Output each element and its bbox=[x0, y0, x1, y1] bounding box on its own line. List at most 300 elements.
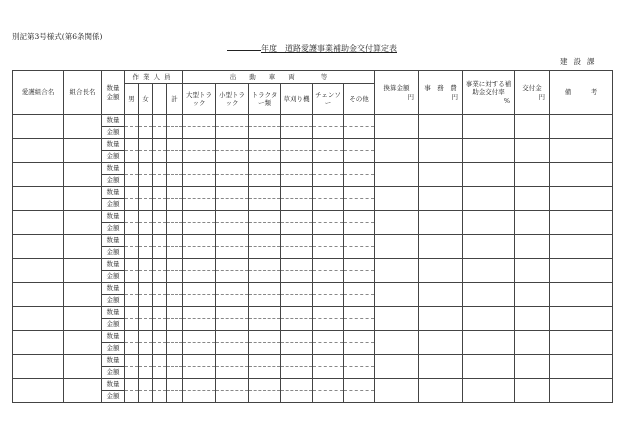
leader-name-cell[interactable] bbox=[64, 115, 102, 139]
amount-cell[interactable] bbox=[167, 367, 183, 379]
amount-cell[interactable] bbox=[281, 151, 313, 163]
quantity-cell[interactable] bbox=[139, 259, 153, 271]
amount-cell[interactable] bbox=[125, 127, 139, 139]
grant-amount-cell[interactable] bbox=[515, 187, 550, 211]
quantity-cell[interactable] bbox=[125, 211, 139, 223]
leader-name-cell[interactable] bbox=[64, 187, 102, 211]
quantity-cell[interactable] bbox=[313, 283, 344, 295]
amount-cell[interactable] bbox=[249, 247, 281, 259]
quantity-cell[interactable] bbox=[183, 115, 216, 127]
quantity-cell[interactable] bbox=[139, 283, 153, 295]
amount-cell[interactable] bbox=[216, 343, 249, 355]
amount-cell[interactable] bbox=[216, 151, 249, 163]
amount-cell[interactable] bbox=[139, 199, 153, 211]
project-cost-cell[interactable] bbox=[419, 331, 463, 355]
quantity-cell[interactable] bbox=[167, 283, 183, 295]
amount-cell[interactable] bbox=[281, 247, 313, 259]
quantity-cell[interactable] bbox=[249, 355, 281, 367]
quantity-cell[interactable] bbox=[216, 331, 249, 343]
amount-cell[interactable] bbox=[313, 343, 344, 355]
quantity-cell[interactable] bbox=[249, 139, 281, 151]
quantity-cell[interactable] bbox=[125, 283, 139, 295]
quantity-cell[interactable] bbox=[344, 259, 375, 271]
amount-cell[interactable] bbox=[249, 343, 281, 355]
amount-cell[interactable] bbox=[125, 271, 139, 283]
grant-amount-cell[interactable] bbox=[515, 211, 550, 235]
converted-amount-cell[interactable] bbox=[375, 283, 419, 307]
subsidy-rate-cell[interactable] bbox=[463, 379, 515, 403]
amount-cell[interactable] bbox=[153, 199, 167, 211]
amount-cell[interactable] bbox=[281, 295, 313, 307]
grant-amount-cell[interactable] bbox=[515, 115, 550, 139]
group-name-cell[interactable] bbox=[13, 259, 64, 283]
amount-cell[interactable] bbox=[216, 367, 249, 379]
quantity-cell[interactable] bbox=[139, 187, 153, 199]
amount-cell[interactable] bbox=[139, 271, 153, 283]
quantity-cell[interactable] bbox=[344, 187, 375, 199]
quantity-cell[interactable] bbox=[153, 355, 167, 367]
quantity-cell[interactable] bbox=[153, 235, 167, 247]
subsidy-rate-cell[interactable] bbox=[463, 283, 515, 307]
amount-cell[interactable] bbox=[344, 391, 375, 403]
project-cost-cell[interactable] bbox=[419, 139, 463, 163]
amount-cell[interactable] bbox=[183, 247, 216, 259]
amount-cell[interactable] bbox=[139, 367, 153, 379]
quantity-cell[interactable] bbox=[249, 163, 281, 175]
quantity-cell[interactable] bbox=[153, 379, 167, 391]
amount-cell[interactable] bbox=[216, 223, 249, 235]
quantity-cell[interactable] bbox=[125, 259, 139, 271]
grant-amount-cell[interactable] bbox=[515, 331, 550, 355]
quantity-cell[interactable] bbox=[216, 379, 249, 391]
project-cost-cell[interactable] bbox=[419, 307, 463, 331]
quantity-cell[interactable] bbox=[216, 283, 249, 295]
quantity-cell[interactable] bbox=[167, 163, 183, 175]
quantity-cell[interactable] bbox=[344, 355, 375, 367]
amount-cell[interactable] bbox=[313, 151, 344, 163]
group-name-cell[interactable] bbox=[13, 379, 64, 403]
amount-cell[interactable] bbox=[183, 391, 216, 403]
amount-cell[interactable] bbox=[125, 367, 139, 379]
amount-cell[interactable] bbox=[183, 271, 216, 283]
converted-amount-cell[interactable] bbox=[375, 235, 419, 259]
converted-amount-cell[interactable] bbox=[375, 163, 419, 187]
quantity-cell[interactable] bbox=[344, 115, 375, 127]
amount-cell[interactable] bbox=[139, 127, 153, 139]
quantity-cell[interactable] bbox=[344, 139, 375, 151]
quantity-cell[interactable] bbox=[183, 259, 216, 271]
amount-cell[interactable] bbox=[167, 199, 183, 211]
converted-amount-cell[interactable] bbox=[375, 331, 419, 355]
remarks-cell[interactable] bbox=[550, 139, 613, 163]
quantity-cell[interactable] bbox=[249, 331, 281, 343]
converted-amount-cell[interactable] bbox=[375, 259, 419, 283]
amount-cell[interactable] bbox=[249, 127, 281, 139]
quantity-cell[interactable] bbox=[167, 139, 183, 151]
subsidy-rate-cell[interactable] bbox=[463, 235, 515, 259]
quantity-cell[interactable] bbox=[125, 331, 139, 343]
remarks-cell[interactable] bbox=[550, 115, 613, 139]
quantity-cell[interactable] bbox=[281, 139, 313, 151]
leader-name-cell[interactable] bbox=[64, 139, 102, 163]
group-name-cell[interactable] bbox=[13, 163, 64, 187]
amount-cell[interactable] bbox=[249, 391, 281, 403]
quantity-cell[interactable] bbox=[249, 235, 281, 247]
amount-cell[interactable] bbox=[153, 295, 167, 307]
quantity-cell[interactable] bbox=[139, 331, 153, 343]
amount-cell[interactable] bbox=[139, 247, 153, 259]
quantity-cell[interactable] bbox=[183, 379, 216, 391]
quantity-cell[interactable] bbox=[183, 211, 216, 223]
quantity-cell[interactable] bbox=[216, 211, 249, 223]
leader-name-cell[interactable] bbox=[64, 163, 102, 187]
quantity-cell[interactable] bbox=[344, 211, 375, 223]
subsidy-rate-cell[interactable] bbox=[463, 163, 515, 187]
quantity-cell[interactable] bbox=[183, 331, 216, 343]
quantity-cell[interactable] bbox=[167, 307, 183, 319]
amount-cell[interactable] bbox=[344, 223, 375, 235]
amount-cell[interactable] bbox=[125, 175, 139, 187]
converted-amount-cell[interactable] bbox=[375, 307, 419, 331]
amount-cell[interactable] bbox=[344, 199, 375, 211]
quantity-cell[interactable] bbox=[313, 259, 344, 271]
grant-amount-cell[interactable] bbox=[515, 379, 550, 403]
quantity-cell[interactable] bbox=[183, 139, 216, 151]
amount-cell[interactable] bbox=[344, 367, 375, 379]
amount-cell[interactable] bbox=[125, 247, 139, 259]
remarks-cell[interactable] bbox=[550, 235, 613, 259]
quantity-cell[interactable] bbox=[167, 187, 183, 199]
amount-cell[interactable] bbox=[125, 223, 139, 235]
amount-cell[interactable] bbox=[125, 319, 139, 331]
amount-cell[interactable] bbox=[313, 391, 344, 403]
amount-cell[interactable] bbox=[153, 319, 167, 331]
quantity-cell[interactable] bbox=[249, 307, 281, 319]
quantity-cell[interactable] bbox=[344, 331, 375, 343]
amount-cell[interactable] bbox=[216, 391, 249, 403]
quantity-cell[interactable] bbox=[249, 259, 281, 271]
quantity-cell[interactable] bbox=[183, 307, 216, 319]
quantity-cell[interactable] bbox=[216, 163, 249, 175]
amount-cell[interactable] bbox=[167, 127, 183, 139]
amount-cell[interactable] bbox=[139, 343, 153, 355]
remarks-cell[interactable] bbox=[550, 211, 613, 235]
amount-cell[interactable] bbox=[167, 223, 183, 235]
group-name-cell[interactable] bbox=[13, 283, 64, 307]
leader-name-cell[interactable] bbox=[64, 211, 102, 235]
quantity-cell[interactable] bbox=[167, 211, 183, 223]
amount-cell[interactable] bbox=[281, 199, 313, 211]
project-cost-cell[interactable] bbox=[419, 283, 463, 307]
quantity-cell[interactable] bbox=[281, 307, 313, 319]
quantity-cell[interactable] bbox=[313, 379, 344, 391]
amount-cell[interactable] bbox=[139, 151, 153, 163]
amount-cell[interactable] bbox=[313, 247, 344, 259]
amount-cell[interactable] bbox=[216, 175, 249, 187]
quantity-cell[interactable] bbox=[281, 379, 313, 391]
amount-cell[interactable] bbox=[167, 295, 183, 307]
grant-amount-cell[interactable] bbox=[515, 307, 550, 331]
quantity-cell[interactable] bbox=[249, 187, 281, 199]
amount-cell[interactable] bbox=[313, 223, 344, 235]
leader-name-cell[interactable] bbox=[64, 355, 102, 379]
amount-cell[interactable] bbox=[249, 199, 281, 211]
quantity-cell[interactable] bbox=[139, 307, 153, 319]
amount-cell[interactable] bbox=[216, 319, 249, 331]
amount-cell[interactable] bbox=[183, 151, 216, 163]
amount-cell[interactable] bbox=[281, 367, 313, 379]
amount-cell[interactable] bbox=[281, 127, 313, 139]
group-name-cell[interactable] bbox=[13, 211, 64, 235]
quantity-cell[interactable] bbox=[153, 211, 167, 223]
quantity-cell[interactable] bbox=[281, 115, 313, 127]
amount-cell[interactable] bbox=[313, 295, 344, 307]
amount-cell[interactable] bbox=[281, 319, 313, 331]
amount-cell[interactable] bbox=[183, 367, 216, 379]
quantity-cell[interactable] bbox=[167, 115, 183, 127]
amount-cell[interactable] bbox=[281, 391, 313, 403]
quantity-cell[interactable] bbox=[281, 355, 313, 367]
amount-cell[interactable] bbox=[249, 151, 281, 163]
amount-cell[interactable] bbox=[183, 127, 216, 139]
group-name-cell[interactable] bbox=[13, 187, 64, 211]
quantity-cell[interactable] bbox=[153, 187, 167, 199]
converted-amount-cell[interactable] bbox=[375, 379, 419, 403]
quantity-cell[interactable] bbox=[313, 307, 344, 319]
leader-name-cell[interactable] bbox=[64, 331, 102, 355]
quantity-cell[interactable] bbox=[216, 187, 249, 199]
amount-cell[interactable] bbox=[344, 319, 375, 331]
amount-cell[interactable] bbox=[153, 223, 167, 235]
amount-cell[interactable] bbox=[139, 223, 153, 235]
project-cost-cell[interactable] bbox=[419, 115, 463, 139]
quantity-cell[interactable] bbox=[125, 187, 139, 199]
amount-cell[interactable] bbox=[344, 343, 375, 355]
amount-cell[interactable] bbox=[125, 151, 139, 163]
amount-cell[interactable] bbox=[183, 175, 216, 187]
amount-cell[interactable] bbox=[153, 367, 167, 379]
subsidy-rate-cell[interactable] bbox=[463, 211, 515, 235]
amount-cell[interactable] bbox=[125, 343, 139, 355]
leader-name-cell[interactable] bbox=[64, 259, 102, 283]
amount-cell[interactable] bbox=[344, 175, 375, 187]
amount-cell[interactable] bbox=[139, 175, 153, 187]
amount-cell[interactable] bbox=[344, 295, 375, 307]
quantity-cell[interactable] bbox=[183, 235, 216, 247]
remarks-cell[interactable] bbox=[550, 163, 613, 187]
quantity-cell[interactable] bbox=[313, 331, 344, 343]
quantity-cell[interactable] bbox=[344, 163, 375, 175]
quantity-cell[interactable] bbox=[344, 379, 375, 391]
leader-name-cell[interactable] bbox=[64, 307, 102, 331]
quantity-cell[interactable] bbox=[344, 235, 375, 247]
quantity-cell[interactable] bbox=[139, 379, 153, 391]
quantity-cell[interactable] bbox=[183, 355, 216, 367]
group-name-cell[interactable] bbox=[13, 331, 64, 355]
amount-cell[interactable] bbox=[249, 295, 281, 307]
amount-cell[interactable] bbox=[153, 247, 167, 259]
amount-cell[interactable] bbox=[313, 367, 344, 379]
remarks-cell[interactable] bbox=[550, 379, 613, 403]
quantity-cell[interactable] bbox=[153, 163, 167, 175]
quantity-cell[interactable] bbox=[125, 355, 139, 367]
quantity-cell[interactable] bbox=[125, 307, 139, 319]
quantity-cell[interactable] bbox=[281, 283, 313, 295]
grant-amount-cell[interactable] bbox=[515, 355, 550, 379]
project-cost-cell[interactable] bbox=[419, 163, 463, 187]
amount-cell[interactable] bbox=[249, 367, 281, 379]
project-cost-cell[interactable] bbox=[419, 235, 463, 259]
quantity-cell[interactable] bbox=[153, 307, 167, 319]
amount-cell[interactable] bbox=[183, 223, 216, 235]
quantity-cell[interactable] bbox=[313, 115, 344, 127]
quantity-cell[interactable] bbox=[216, 139, 249, 151]
quantity-cell[interactable] bbox=[249, 379, 281, 391]
amount-cell[interactable] bbox=[249, 175, 281, 187]
amount-cell[interactable] bbox=[313, 319, 344, 331]
quantity-cell[interactable] bbox=[216, 355, 249, 367]
amount-cell[interactable] bbox=[167, 271, 183, 283]
quantity-cell[interactable] bbox=[167, 235, 183, 247]
amount-cell[interactable] bbox=[167, 343, 183, 355]
amount-cell[interactable] bbox=[167, 391, 183, 403]
quantity-cell[interactable] bbox=[125, 379, 139, 391]
group-name-cell[interactable] bbox=[13, 139, 64, 163]
amount-cell[interactable] bbox=[216, 199, 249, 211]
quantity-cell[interactable] bbox=[125, 235, 139, 247]
leader-name-cell[interactable] bbox=[64, 283, 102, 307]
quantity-cell[interactable] bbox=[249, 211, 281, 223]
converted-amount-cell[interactable] bbox=[375, 187, 419, 211]
subsidy-rate-cell[interactable] bbox=[463, 187, 515, 211]
remarks-cell[interactable] bbox=[550, 355, 613, 379]
amount-cell[interactable] bbox=[167, 151, 183, 163]
amount-cell[interactable] bbox=[153, 127, 167, 139]
amount-cell[interactable] bbox=[313, 199, 344, 211]
amount-cell[interactable] bbox=[281, 223, 313, 235]
amount-cell[interactable] bbox=[249, 319, 281, 331]
quantity-cell[interactable] bbox=[125, 163, 139, 175]
group-name-cell[interactable] bbox=[13, 235, 64, 259]
quantity-cell[interactable] bbox=[183, 163, 216, 175]
quantity-cell[interactable] bbox=[139, 355, 153, 367]
amount-cell[interactable] bbox=[249, 271, 281, 283]
quantity-cell[interactable] bbox=[216, 307, 249, 319]
quantity-cell[interactable] bbox=[313, 187, 344, 199]
quantity-cell[interactable] bbox=[344, 307, 375, 319]
grant-amount-cell[interactable] bbox=[515, 283, 550, 307]
amount-cell[interactable] bbox=[167, 247, 183, 259]
quantity-cell[interactable] bbox=[216, 115, 249, 127]
remarks-cell[interactable] bbox=[550, 187, 613, 211]
amount-cell[interactable] bbox=[281, 271, 313, 283]
project-cost-cell[interactable] bbox=[419, 211, 463, 235]
amount-cell[interactable] bbox=[183, 343, 216, 355]
amount-cell[interactable] bbox=[139, 391, 153, 403]
quantity-cell[interactable] bbox=[139, 235, 153, 247]
amount-cell[interactable] bbox=[216, 247, 249, 259]
project-cost-cell[interactable] bbox=[419, 355, 463, 379]
quantity-cell[interactable] bbox=[139, 163, 153, 175]
quantity-cell[interactable] bbox=[281, 235, 313, 247]
amount-cell[interactable] bbox=[139, 295, 153, 307]
quantity-cell[interactable] bbox=[281, 331, 313, 343]
amount-cell[interactable] bbox=[216, 295, 249, 307]
remarks-cell[interactable] bbox=[550, 283, 613, 307]
quantity-cell[interactable] bbox=[167, 331, 183, 343]
amount-cell[interactable] bbox=[139, 319, 153, 331]
grant-amount-cell[interactable] bbox=[515, 163, 550, 187]
group-name-cell[interactable] bbox=[13, 115, 64, 139]
subsidy-rate-cell[interactable] bbox=[463, 115, 515, 139]
quantity-cell[interactable] bbox=[281, 187, 313, 199]
amount-cell[interactable] bbox=[183, 319, 216, 331]
quantity-cell[interactable] bbox=[167, 379, 183, 391]
quantity-cell[interactable] bbox=[153, 259, 167, 271]
quantity-cell[interactable] bbox=[125, 115, 139, 127]
leader-name-cell[interactable] bbox=[64, 235, 102, 259]
amount-cell[interactable] bbox=[153, 343, 167, 355]
grant-amount-cell[interactable] bbox=[515, 139, 550, 163]
project-cost-cell[interactable] bbox=[419, 259, 463, 283]
subsidy-rate-cell[interactable] bbox=[463, 307, 515, 331]
quantity-cell[interactable] bbox=[167, 259, 183, 271]
amount-cell[interactable] bbox=[153, 151, 167, 163]
grant-amount-cell[interactable] bbox=[515, 235, 550, 259]
project-cost-cell[interactable] bbox=[419, 187, 463, 211]
amount-cell[interactable] bbox=[344, 247, 375, 259]
quantity-cell[interactable] bbox=[139, 211, 153, 223]
subsidy-rate-cell[interactable] bbox=[463, 331, 515, 355]
quantity-cell[interactable] bbox=[167, 355, 183, 367]
group-name-cell[interactable] bbox=[13, 355, 64, 379]
quantity-cell[interactable] bbox=[313, 211, 344, 223]
quantity-cell[interactable] bbox=[139, 139, 153, 151]
amount-cell[interactable] bbox=[249, 223, 281, 235]
subsidy-rate-cell[interactable] bbox=[463, 139, 515, 163]
amount-cell[interactable] bbox=[153, 271, 167, 283]
amount-cell[interactable] bbox=[281, 175, 313, 187]
leader-name-cell[interactable] bbox=[64, 379, 102, 403]
amount-cell[interactable] bbox=[313, 175, 344, 187]
amount-cell[interactable] bbox=[344, 127, 375, 139]
amount-cell[interactable] bbox=[313, 271, 344, 283]
quantity-cell[interactable] bbox=[313, 163, 344, 175]
quantity-cell[interactable] bbox=[313, 355, 344, 367]
amount-cell[interactable] bbox=[344, 151, 375, 163]
remarks-cell[interactable] bbox=[550, 331, 613, 355]
amount-cell[interactable] bbox=[153, 175, 167, 187]
converted-amount-cell[interactable] bbox=[375, 211, 419, 235]
converted-amount-cell[interactable] bbox=[375, 355, 419, 379]
quantity-cell[interactable] bbox=[216, 259, 249, 271]
amount-cell[interactable] bbox=[344, 271, 375, 283]
quantity-cell[interactable] bbox=[281, 211, 313, 223]
quantity-cell[interactable] bbox=[281, 163, 313, 175]
group-name-cell[interactable] bbox=[13, 307, 64, 331]
remarks-cell[interactable] bbox=[550, 307, 613, 331]
quantity-cell[interactable] bbox=[344, 283, 375, 295]
amount-cell[interactable] bbox=[125, 391, 139, 403]
amount-cell[interactable] bbox=[216, 127, 249, 139]
quantity-cell[interactable] bbox=[153, 139, 167, 151]
grant-amount-cell[interactable] bbox=[515, 259, 550, 283]
project-cost-cell[interactable] bbox=[419, 379, 463, 403]
amount-cell[interactable] bbox=[183, 199, 216, 211]
quantity-cell[interactable] bbox=[183, 187, 216, 199]
amount-cell[interactable] bbox=[167, 319, 183, 331]
subsidy-rate-cell[interactable] bbox=[463, 259, 515, 283]
